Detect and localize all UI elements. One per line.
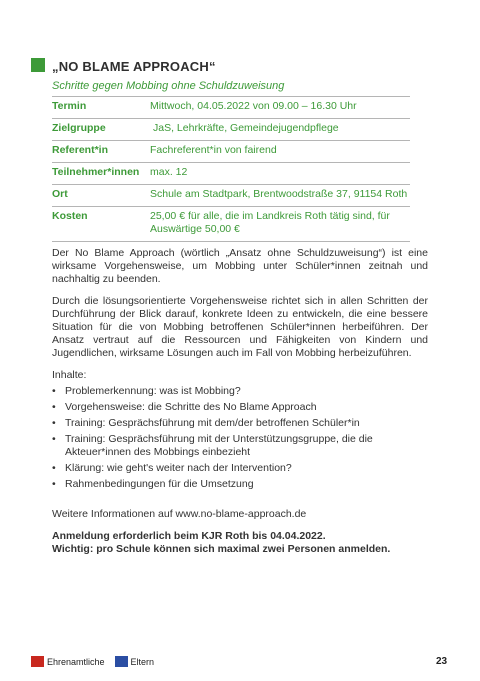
intro-paragraph: Der No Blame Approach (wörtlich „Ansatz ohne Schuldzuweisung“) ist eine wirksame Vorgehensweise, um Mobbing unter Schüler*innen zeitnah und nachhaltig zu beenden. xyxy=(52,247,428,285)
contents-list xyxy=(52,385,428,491)
contents-section xyxy=(52,369,428,494)
info-row-referent xyxy=(52,141,410,163)
legend-swatch-red xyxy=(31,656,44,667)
bullet-icon: • xyxy=(52,462,56,474)
info-value: Mittwoch, 04.05.2022 von 09.00 – 16.30 Uhr xyxy=(150,100,357,112)
legend-swatch-blue xyxy=(115,656,128,667)
contents-heading: Inhalte: xyxy=(52,369,87,381)
info-row-kosten xyxy=(52,207,410,242)
bullet-icon: • xyxy=(52,385,56,397)
info-table xyxy=(52,96,410,242)
page-title: „NO BLAME APPROACH“ xyxy=(52,59,216,74)
section-marker xyxy=(31,58,45,72)
bullet-icon: • xyxy=(52,401,56,413)
registration-limit: Wichtig: pro Schule können sich maximal zwei Personen anmelden. xyxy=(52,543,391,555)
list-item xyxy=(52,478,428,491)
info-row-zielgruppe xyxy=(52,119,410,141)
info-label: Kosten xyxy=(52,210,88,222)
info-label: Teilnehmer*innen xyxy=(52,166,140,178)
legend-label: Eltern xyxy=(130,656,155,667)
list-item-text: Problemerkennung: was ist Mobbing? xyxy=(65,385,241,397)
info-value: 25,00 € für alle, die im Landkreis Roth tätig sind, für Auswärtige 50,00 € xyxy=(150,210,390,235)
approach-paragraph: Durch die lösungsorientierte Vorgehensweise richtet sich in allen Schritten der Durchführung der Blick darauf, konkrete Ideen zu entwickeln, die eine bessere Situation für die von Mobbing betroffenen Schüler*innen herbeiführen. Der Ansatz vertraut auf die Ressourcen und Fähigkeiten von Kindern und Jugendlichen, wirksame Lösungen auch im Fall von Mobbing herbeizuführen. xyxy=(52,295,428,359)
list-item-text: Training: Gesprächsführung mit dem/der betroffenen Schüler*in xyxy=(65,417,360,429)
list-item-text: Training: Gesprächsführung mit der Unterstützungsgruppe, die die Akteuer*innen des Mobbings einbezieht xyxy=(65,433,373,458)
page-subtitle: Schritte gegen Mobbing ohne Schuldzuweisung xyxy=(52,80,285,92)
info-row-ort xyxy=(52,185,410,207)
list-item-text: Rahmenbedingungen für die Umsetzung xyxy=(65,478,254,490)
more-info-text: Weitere Informationen auf www.no-blame-approach.de xyxy=(52,508,307,520)
info-value: Schule am Stadtpark, Brentwoodstraße 37, 91154 Roth xyxy=(150,188,408,200)
info-label: Referent*in xyxy=(52,144,109,156)
audience-legend xyxy=(31,656,164,667)
info-label: Zielgruppe xyxy=(52,122,106,134)
list-item xyxy=(52,433,428,459)
list-item xyxy=(52,401,428,414)
info-row-termin xyxy=(52,97,410,119)
info-label: Termin xyxy=(52,100,87,112)
list-item-text: Vorgehensweise: die Schritte des No Blame Approach xyxy=(65,401,317,413)
legend-item-eltern xyxy=(115,656,155,667)
list-item xyxy=(52,417,428,430)
info-value: JaS, Lehrkräfte, Gemeindejugendpflege xyxy=(153,122,339,134)
info-value: Fachreferent*in von fairend xyxy=(150,144,277,156)
legend-item-ehrenamtliche xyxy=(31,656,105,667)
info-row-teilnehmer xyxy=(52,163,410,185)
registration-deadline: Anmeldung erforderlich beim KJR Roth bis 04.04.2022. xyxy=(52,530,326,542)
bullet-icon: • xyxy=(52,417,56,429)
list-item xyxy=(52,462,428,475)
page-number: 23 xyxy=(436,656,448,667)
registration-notice xyxy=(52,530,390,556)
list-item-text: Klärung: wie geht's weiter nach der Intervention? xyxy=(65,462,292,474)
list-item xyxy=(52,385,428,398)
info-value: max. 12 xyxy=(150,166,188,178)
info-label: Ort xyxy=(52,188,68,200)
bullet-icon: • xyxy=(52,433,56,445)
bullet-icon: • xyxy=(52,478,56,490)
legend-label: Ehrenamtliche xyxy=(47,656,105,667)
